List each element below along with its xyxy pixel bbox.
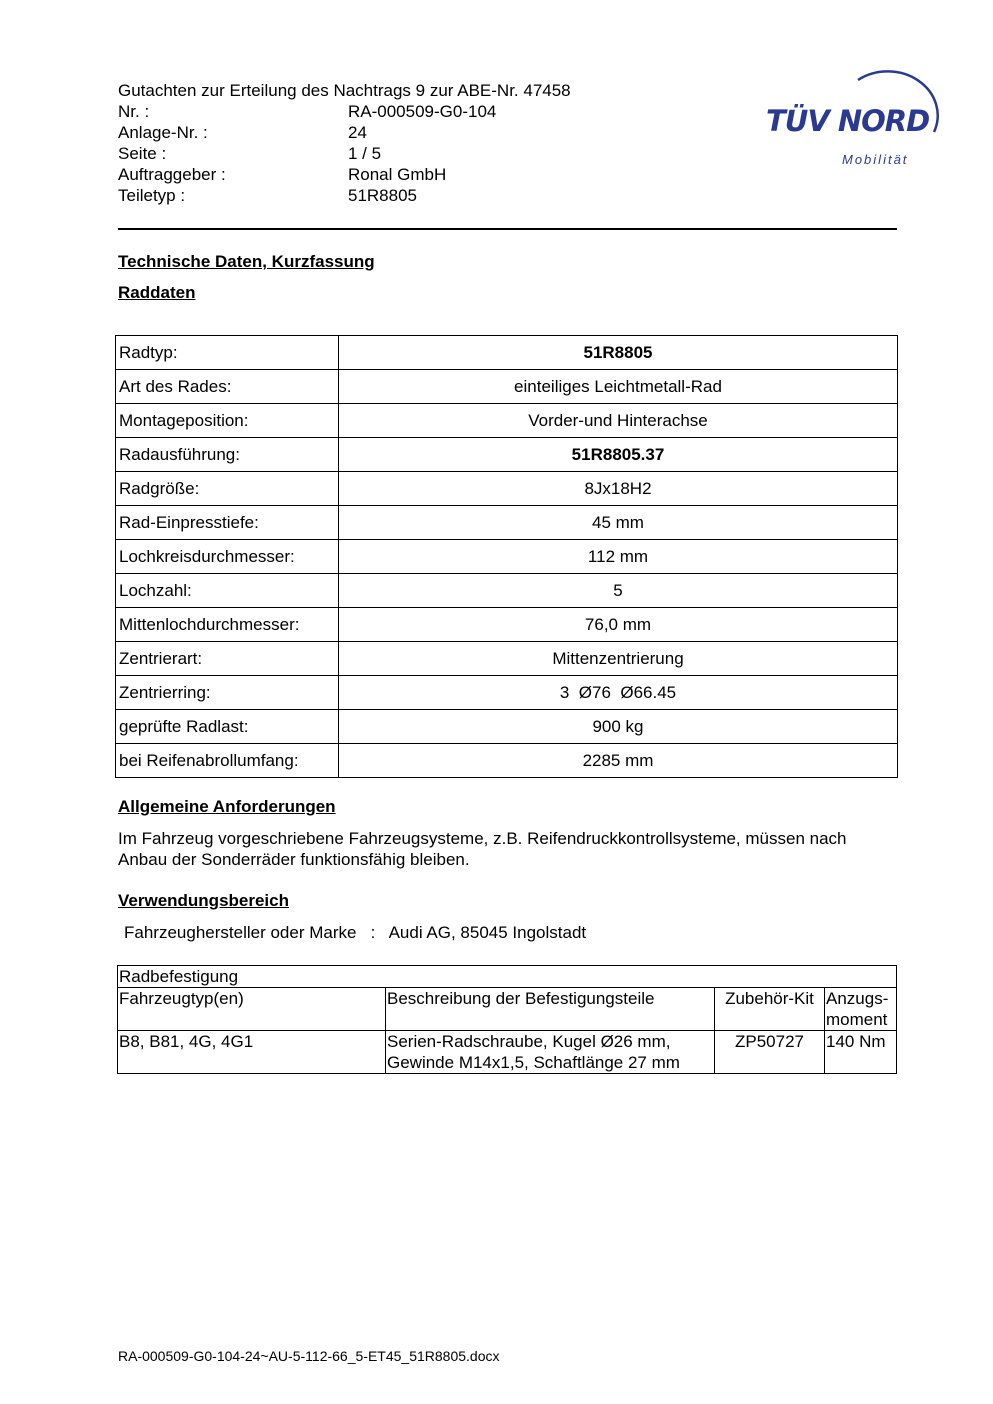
- table-cell-label: bei Reifenabrollumfang:: [116, 744, 339, 778]
- document-header: [118, 80, 571, 206]
- logo-brand: TÜV NORD: [766, 104, 930, 138]
- column-header: Fahrzeugtyp(en): [118, 988, 386, 1031]
- vehicle-maker-line: [124, 923, 586, 943]
- section-heading-general: Allgemeine Anforderungen: [118, 797, 336, 816]
- table-row: [116, 574, 898, 608]
- meta-label: Auftraggeber :: [118, 165, 226, 184]
- table-cell: B8, B81, 4G, 4G1: [118, 1031, 386, 1074]
- meta-row-anlage: [118, 122, 571, 143]
- table-cell-label: Radausführung:: [116, 438, 339, 472]
- table-cell: Serien-Radschraube, Kugel Ø26 mm, Gewinde M14x1,5, Schaftlänge 27 mm: [386, 1031, 715, 1074]
- meta-row-seite: [118, 143, 571, 164]
- table-cell-value: einteiliges Leichtmetall-Rad: [339, 370, 898, 404]
- column-header: Beschreibung der Befestigungsteile: [386, 988, 715, 1031]
- section-heading-wheel-data: Raddaten: [118, 283, 196, 302]
- meta-label: Nr. :: [118, 102, 150, 121]
- table-cell-label: geprüfte Radlast:: [116, 710, 339, 744]
- table-row: [116, 438, 898, 472]
- table-header-row: [118, 988, 897, 1031]
- table-cell-label: Zentrierart:: [116, 642, 339, 676]
- column-header: Zubehör-Kit: [715, 988, 825, 1031]
- table-cell: 140 Nm: [825, 1031, 897, 1074]
- footer-filename: RA-000509-G0-104-24~AU-5-112-66_5-ET45_51R8805.docx: [118, 1348, 500, 1364]
- table-cell-label: Lochzahl:: [116, 574, 339, 608]
- meta-value: 24: [348, 123, 367, 142]
- table-cell-value: Mittenzentrierung: [339, 642, 898, 676]
- table-cell-label: Lochkreisdurchmesser:: [116, 540, 339, 574]
- table-row: [116, 676, 898, 710]
- table-cell-value: 51R8805.37: [339, 438, 898, 472]
- table-cell-value: 76,0 mm: [339, 608, 898, 642]
- table-cell-value: Vorder-und Hinterachse: [339, 404, 898, 438]
- table-row: [116, 506, 898, 540]
- table-cell-value: 3 Ø76 Ø66.45: [339, 676, 898, 710]
- wheel-data-table: [115, 335, 898, 778]
- table-cell-value: 5: [339, 574, 898, 608]
- table-cell-value: 45 mm: [339, 506, 898, 540]
- table-cell: ZP50727: [715, 1031, 825, 1074]
- table-cell-value: 51R8805: [339, 336, 898, 370]
- table-row: [118, 1031, 897, 1074]
- table-cell-value: 2285 mm: [339, 744, 898, 778]
- table-row: [118, 966, 897, 988]
- table-cell-label: Art des Rades:: [116, 370, 339, 404]
- general-requirements-text: Im Fahrzeug vorgeschriebene Fahrzeugsysteme, z.B. Reifendruckkontrollsysteme, müssen nach Anbau der Sonderräder funktionsfähig bleiben.: [118, 829, 847, 869]
- meta-label: Anlage-Nr. :: [118, 123, 208, 142]
- table-cell-label: Mittenlochdurchmesser:: [116, 608, 339, 642]
- maker-separator: :: [370, 923, 376, 942]
- table-row: [116, 642, 898, 676]
- meta-row-nr: [118, 101, 571, 122]
- table-row: [116, 370, 898, 404]
- table-row: [116, 710, 898, 744]
- meta-value: 51R8805: [348, 186, 418, 205]
- table-title: Radbefestigung: [118, 966, 897, 988]
- section-heading-usage: Verwendungsbereich: [118, 891, 289, 910]
- meta-value: 1 / 5: [348, 144, 382, 163]
- meta-row-auftraggeber: [118, 164, 571, 185]
- maker-label: Fahrzeughersteller oder Marke: [124, 923, 357, 942]
- table-row: [116, 608, 898, 642]
- table-cell-label: Radgröße:: [116, 472, 339, 506]
- document-title: Gutachten zur Erteilung des Nachtrags 9 zur ABE-Nr. 47458: [118, 81, 571, 100]
- table-row: [116, 404, 898, 438]
- section-heading-technical: Technische Daten, Kurzfassung: [118, 252, 375, 271]
- table-cell-label: Zentrierring:: [116, 676, 339, 710]
- tuv-nord-logo: [762, 58, 942, 173]
- logo-subtitle: Mobilität: [842, 152, 909, 167]
- table-cell-label: Montageposition:: [116, 404, 339, 438]
- table-row: [116, 540, 898, 574]
- column-header: Anzugs-moment: [825, 988, 897, 1031]
- table-cell-value: 112 mm: [339, 540, 898, 574]
- table-cell-value: 900 kg: [339, 710, 898, 744]
- table-row: [116, 472, 898, 506]
- wheel-fixing-table: [117, 965, 897, 1074]
- header-divider: [118, 228, 897, 230]
- meta-row-teiletyp: [118, 185, 571, 206]
- table-cell-label: Rad-Einpresstiefe:: [116, 506, 339, 540]
- meta-label: Teiletyp :: [118, 186, 186, 205]
- table-row: [116, 744, 898, 778]
- meta-value: RA-000509-G0-104: [348, 102, 497, 121]
- maker-value: Audi AG, 85045 Ingolstadt: [388, 923, 587, 942]
- meta-value: Ronal GmbH: [348, 165, 447, 184]
- meta-label: Seite :: [118, 144, 167, 163]
- table-cell-value: 8Jx18H2: [339, 472, 898, 506]
- table-cell-label: Radtyp:: [116, 336, 339, 370]
- table-row: [116, 336, 898, 370]
